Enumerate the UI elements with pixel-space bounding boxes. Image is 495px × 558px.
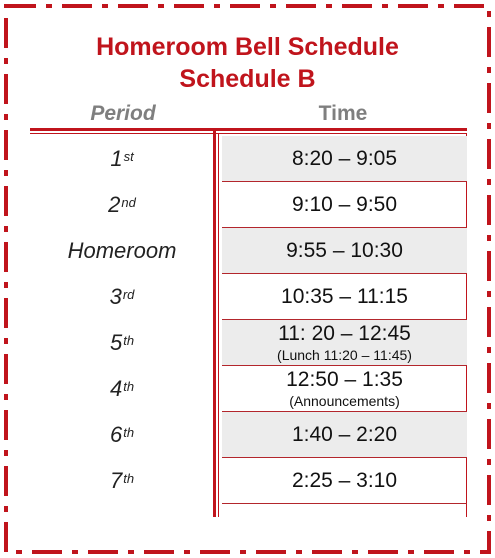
period-label: 4 <box>109 376 123 401</box>
period-cell <box>30 228 214 274</box>
period-ordinal-suffix: th <box>123 470 135 486</box>
period-ordinal-suffix: rd <box>122 286 135 302</box>
schedule-table <box>30 136 467 504</box>
period-ordinal-suffix: th <box>123 332 135 348</box>
period-cell <box>30 320 214 366</box>
period-label: 1 <box>110 146 123 171</box>
period-label: 3 <box>109 284 122 309</box>
period-label: 2 <box>108 192 121 217</box>
header-rule-top <box>30 128 467 131</box>
period-ordinal-suffix: nd <box>121 194 136 210</box>
period-label: 6 <box>109 422 123 447</box>
time-cell <box>222 458 467 504</box>
time-cell <box>222 412 467 458</box>
time-range: 9:55 – 10:30 <box>286 238 403 262</box>
time-range: 12:50 – 1:35 <box>286 368 403 391</box>
period-ordinal-suffix: th <box>123 378 135 394</box>
time-range: 8:20 – 9:05 <box>291 146 398 170</box>
period-cell <box>30 366 214 412</box>
period-cell <box>30 136 214 182</box>
time-range: 1:40 – 2:20 <box>291 422 398 446</box>
period-cell <box>30 458 214 504</box>
table-row <box>30 182 467 228</box>
period-cell <box>30 412 214 458</box>
time-cell <box>222 274 467 320</box>
time-cell <box>222 228 467 274</box>
period-cell <box>30 182 214 228</box>
table-row <box>30 274 467 320</box>
table-row <box>30 320 467 366</box>
period-label: Homeroom <box>67 238 177 263</box>
page-title: Homeroom Bell Schedule <box>96 33 399 61</box>
table-row <box>30 136 467 182</box>
table-row <box>30 228 467 274</box>
period-cell <box>30 274 214 320</box>
time-cell <box>222 182 467 228</box>
period-ordinal-suffix: th <box>123 424 135 440</box>
table-row <box>30 366 467 412</box>
time-cell <box>222 320 467 366</box>
period-label: 5 <box>109 330 123 355</box>
table-row <box>30 458 467 504</box>
time-cell <box>222 136 467 182</box>
column-header-time: Time <box>318 102 368 125</box>
page-subtitle: Schedule B <box>179 65 316 93</box>
header-rule-bottom <box>30 133 467 134</box>
time-range: 10:35 – 11:15 <box>281 284 408 308</box>
time-range: 9:10 – 9:50 <box>291 192 398 216</box>
time-range: 11: 20 – 12:45 <box>278 322 411 345</box>
table-row <box>30 412 467 458</box>
time-note: (Lunch 11:20 – 11:45) <box>277 347 412 363</box>
time-note: (Announcements) <box>289 393 400 409</box>
period-label: 7 <box>109 468 123 493</box>
period-ordinal-suffix: st <box>123 148 134 164</box>
time-range: 2:25 – 3:10 <box>291 468 398 492</box>
column-header-period: Period <box>90 102 156 125</box>
time-cell <box>222 366 467 412</box>
